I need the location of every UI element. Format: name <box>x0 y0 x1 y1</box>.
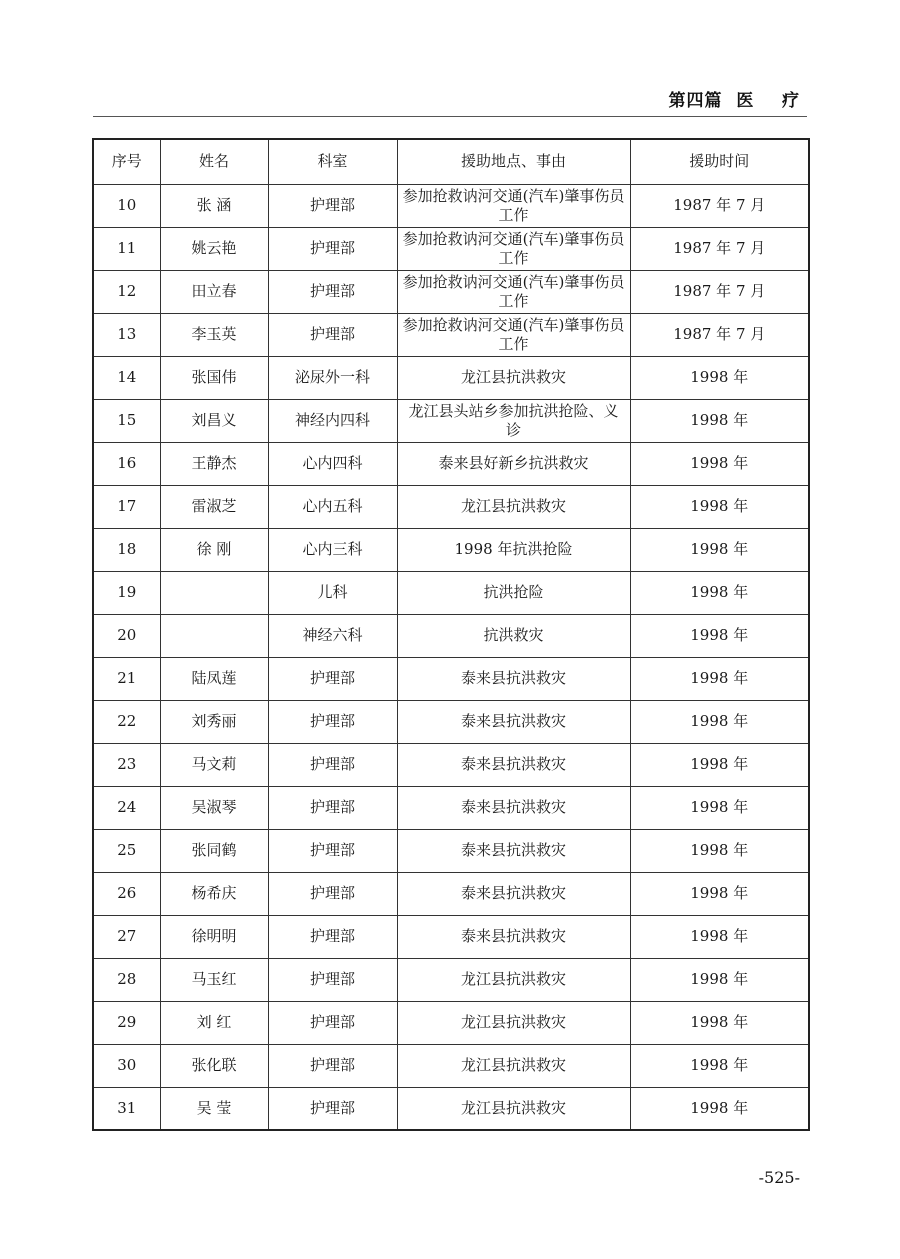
cell-event: 龙江县抗洪救灾 <box>397 1001 630 1044</box>
cell-dept: 护理部 <box>268 829 397 872</box>
table-row <box>93 1001 809 1044</box>
cell-name <box>160 614 268 657</box>
assistance-records-table <box>92 138 810 1131</box>
cell-event: 泰来县抗洪救灾 <box>397 872 630 915</box>
column-header-date: 援助时间 <box>630 139 809 184</box>
cell-date: 1998 年 <box>630 1044 809 1087</box>
cell-event: 龙江县头站乡参加抗洪抢险、义诊 <box>397 399 630 442</box>
cell-dept: 心内四科 <box>268 442 397 485</box>
column-header-name: 姓名 <box>160 139 268 184</box>
cell-name: 吴 莹 <box>160 1087 268 1130</box>
cell-event: 泰来县抗洪救灾 <box>397 700 630 743</box>
cell-dept: 护理部 <box>268 227 397 270</box>
cell-dept: 护理部 <box>268 700 397 743</box>
cell-dept: 护理部 <box>268 313 397 356</box>
cell-name: 张 涵 <box>160 184 268 227</box>
cell-name: 张国伟 <box>160 356 268 399</box>
cell-dept: 护理部 <box>268 958 397 1001</box>
cell-name: 李玉英 <box>160 313 268 356</box>
table-row <box>93 485 809 528</box>
cell-event: 泰来县抗洪救灾 <box>397 657 630 700</box>
cell-no: 19 <box>93 571 160 614</box>
cell-event: 抗洪抢险 <box>397 571 630 614</box>
cell-event: 参加抢救讷河交通(汽车)肇事伤员工作 <box>397 227 630 270</box>
cell-no: 22 <box>93 700 160 743</box>
cell-no: 30 <box>93 1044 160 1087</box>
cell-date: 1998 年 <box>630 442 809 485</box>
cell-date: 1998 年 <box>630 700 809 743</box>
cell-event: 龙江县抗洪救灾 <box>397 356 630 399</box>
cell-name: 马玉红 <box>160 958 268 1001</box>
cell-dept: 儿科 <box>268 571 397 614</box>
cell-dept: 护理部 <box>268 743 397 786</box>
cell-dept: 护理部 <box>268 872 397 915</box>
cell-no: 31 <box>93 1087 160 1130</box>
cell-no: 28 <box>93 958 160 1001</box>
table-row <box>93 829 809 872</box>
cell-date: 1998 年 <box>630 958 809 1001</box>
cell-event: 泰来县抗洪救灾 <box>397 829 630 872</box>
header-rule <box>93 116 807 117</box>
cell-name: 田立春 <box>160 270 268 313</box>
cell-dept: 神经内四科 <box>268 399 397 442</box>
cell-event: 龙江县抗洪救灾 <box>397 485 630 528</box>
table-body <box>93 184 809 1130</box>
cell-dept: 护理部 <box>268 184 397 227</box>
cell-no: 15 <box>93 399 160 442</box>
cell-date: 1998 年 <box>630 571 809 614</box>
cell-event: 1998 年抗洪抢险 <box>397 528 630 571</box>
cell-event: 泰来县抗洪救灾 <box>397 915 630 958</box>
column-header-dept: 科室 <box>268 139 397 184</box>
cell-no: 27 <box>93 915 160 958</box>
cell-no: 20 <box>93 614 160 657</box>
cell-date: 1998 年 <box>630 528 809 571</box>
table-row <box>93 657 809 700</box>
cell-no: 10 <box>93 184 160 227</box>
table-row <box>93 1087 809 1130</box>
table-row <box>93 743 809 786</box>
cell-name: 雷淑芝 <box>160 485 268 528</box>
table-row <box>93 1044 809 1087</box>
cell-dept: 神经六科 <box>268 614 397 657</box>
table-row <box>93 872 809 915</box>
cell-name: 徐 刚 <box>160 528 268 571</box>
cell-name: 刘秀丽 <box>160 700 268 743</box>
table-row <box>93 184 809 227</box>
cell-name: 张化联 <box>160 1044 268 1087</box>
table-row <box>93 528 809 571</box>
page-number: -525- <box>758 1168 800 1187</box>
cell-dept: 护理部 <box>268 270 397 313</box>
cell-date: 1987 年 7 月 <box>630 227 809 270</box>
cell-event: 泰来县抗洪救灾 <box>397 786 630 829</box>
cell-dept: 护理部 <box>268 1001 397 1044</box>
cell-dept: 泌尿外一科 <box>268 356 397 399</box>
table-row <box>93 571 809 614</box>
cell-event: 龙江县抗洪救灾 <box>397 958 630 1001</box>
cell-date: 1987 年 7 月 <box>630 184 809 227</box>
cell-dept: 护理部 <box>268 1087 397 1130</box>
cell-no: 25 <box>93 829 160 872</box>
cell-date: 1998 年 <box>630 399 809 442</box>
cell-date: 1998 年 <box>630 786 809 829</box>
cell-event: 龙江县抗洪救灾 <box>397 1044 630 1087</box>
cell-no: 12 <box>93 270 160 313</box>
cell-dept: 护理部 <box>268 1044 397 1087</box>
cell-no: 29 <box>93 1001 160 1044</box>
cell-date: 1998 年 <box>630 872 809 915</box>
cell-event: 泰来县抗洪救灾 <box>397 743 630 786</box>
cell-dept: 护理部 <box>268 915 397 958</box>
cell-name: 马文莉 <box>160 743 268 786</box>
cell-event: 参加抢救讷河交通(汽车)肇事伤员工作 <box>397 313 630 356</box>
cell-name: 刘 红 <box>160 1001 268 1044</box>
table-row <box>93 614 809 657</box>
table-header-row <box>93 139 809 184</box>
cell-name: 杨希庆 <box>160 872 268 915</box>
cell-dept: 心内五科 <box>268 485 397 528</box>
table-row <box>93 356 809 399</box>
cell-no: 11 <box>93 227 160 270</box>
cell-name: 刘昌义 <box>160 399 268 442</box>
cell-date: 1998 年 <box>630 829 809 872</box>
table-row <box>93 786 809 829</box>
cell-event: 龙江县抗洪救灾 <box>397 1087 630 1130</box>
cell-no: 16 <box>93 442 160 485</box>
cell-date: 1998 年 <box>630 743 809 786</box>
table-row <box>93 270 809 313</box>
cell-no: 17 <box>93 485 160 528</box>
cell-name: 吴淑琴 <box>160 786 268 829</box>
table-row <box>93 313 809 356</box>
cell-name: 陆凤莲 <box>160 657 268 700</box>
column-header-event: 援助地点、事由 <box>397 139 630 184</box>
cell-no: 24 <box>93 786 160 829</box>
cell-no: 14 <box>93 356 160 399</box>
cell-no: 13 <box>93 313 160 356</box>
cell-date: 1987 年 7 月 <box>630 313 809 356</box>
cell-dept: 护理部 <box>268 657 397 700</box>
cell-name <box>160 571 268 614</box>
cell-name: 王静杰 <box>160 442 268 485</box>
cell-no: 21 <box>93 657 160 700</box>
cell-dept: 护理部 <box>268 786 397 829</box>
cell-dept: 心内三科 <box>268 528 397 571</box>
cell-name: 徐明明 <box>160 915 268 958</box>
cell-name: 姚云艳 <box>160 227 268 270</box>
table-row <box>93 700 809 743</box>
cell-event: 泰来县好新乡抗洪救灾 <box>397 442 630 485</box>
cell-date: 1998 年 <box>630 485 809 528</box>
table-row <box>93 958 809 1001</box>
column-header-no: 序号 <box>93 139 160 184</box>
cell-event: 抗洪救灾 <box>397 614 630 657</box>
table-row <box>93 227 809 270</box>
table-row <box>93 399 809 442</box>
cell-date: 1998 年 <box>630 657 809 700</box>
page-header-title: 第四篇 医 疗 <box>668 91 800 111</box>
cell-date: 1998 年 <box>630 1087 809 1130</box>
cell-date: 1998 年 <box>630 915 809 958</box>
cell-event: 参加抢救讷河交通(汽车)肇事伤员工作 <box>397 184 630 227</box>
table-row <box>93 442 809 485</box>
cell-no: 23 <box>93 743 160 786</box>
cell-no: 18 <box>93 528 160 571</box>
table-row <box>93 915 809 958</box>
cell-name: 张同鹤 <box>160 829 268 872</box>
cell-date: 1998 年 <box>630 614 809 657</box>
cell-event: 参加抢救讷河交通(汽车)肇事伤员工作 <box>397 270 630 313</box>
cell-date: 1998 年 <box>630 356 809 399</box>
cell-date: 1987 年 7 月 <box>630 270 809 313</box>
cell-no: 26 <box>93 872 160 915</box>
cell-date: 1998 年 <box>630 1001 809 1044</box>
